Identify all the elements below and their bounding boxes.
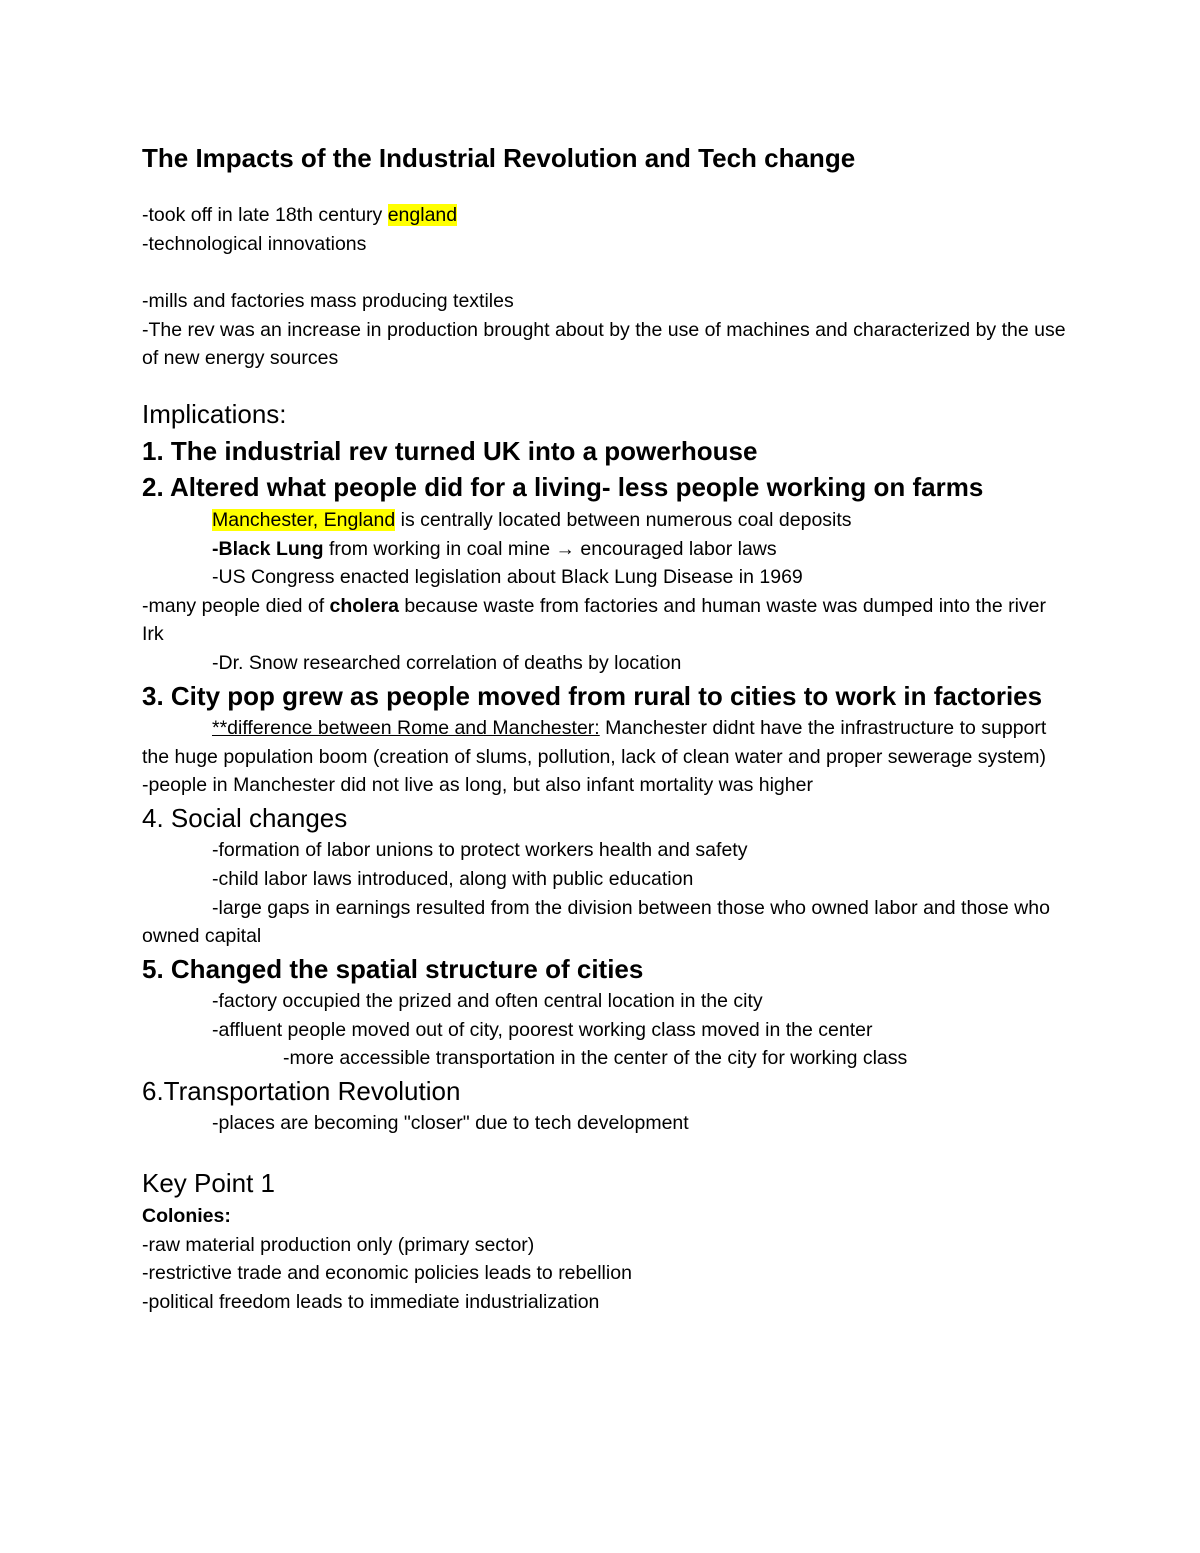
document-title: The Impacts of the Industrial Revolution and Tech change xyxy=(142,143,856,173)
black-lung-line xyxy=(142,535,1072,564)
cholera-prefix: -many people died of xyxy=(142,594,330,617)
highlight-manchester: Manchester, England xyxy=(212,508,396,531)
colonies-label: Colonies: xyxy=(142,1205,231,1228)
implication-1: 1. The industrial rev turned UK into a powerhouse xyxy=(142,435,758,466)
implication-4 xyxy=(142,800,1072,837)
rome-manchester-line xyxy=(142,714,1072,771)
cholera-line xyxy=(142,592,1072,649)
rome-manchester-rest: Manchester didnt have the infrastructure to support the huge population boom (creation of slums, pollution, lack of clean water and proper sewerage system) xyxy=(142,717,1047,768)
dr-snow-line: -Dr. Snow researched correlation of deaths by location xyxy=(212,651,682,674)
implication-5: 5. Changed the spatial structure of cities xyxy=(142,953,644,984)
cholera-term: cholera xyxy=(329,594,399,617)
cholera-rest: because waste from factories and human waste was dumped into the river Irk xyxy=(142,594,1047,646)
implication-6: 6.Transportation Revolution xyxy=(142,1075,461,1106)
intro-line-2: -technological innovations xyxy=(142,232,367,255)
key-point-heading: Key Point 1 xyxy=(142,1168,275,1199)
intro-line-1-text: -took off in late 18th century xyxy=(142,204,388,226)
implication-3: 3. City pop grew as people moved from rural to cities to work in factories xyxy=(142,680,1043,711)
raw-material-line: -raw material production only (primary sector) xyxy=(142,1233,535,1256)
child-labor-line: -child labor laws introduced, along with public education xyxy=(212,867,694,890)
implication-2: 2. Altered what people did for a living- less people working on farms xyxy=(142,472,984,503)
earnings-gap-line: -large gaps in earnings resulted from the division between those who owned labor and those who owned capital xyxy=(142,896,1050,948)
closer-line: -places are becoming "closer" due to tech development xyxy=(212,1112,689,1135)
political-freedom-line: -political freedom leads to immediate industrialization xyxy=(142,1290,600,1313)
intro-line-3: -mills and factories mass producing textiles xyxy=(142,290,514,313)
unions-line: -formation of labor unions to protect workers health and safety xyxy=(212,839,748,862)
restrictive-trade-line: -restrictive trade and economic policies leads to rebellion xyxy=(142,1262,632,1285)
affluent-line: -affluent people moved out of city, poorest working class moved in the center xyxy=(212,1018,873,1041)
rome-manchester-label: **difference between Rome and Manchester: xyxy=(212,717,600,740)
manchester-rest: is centrally located between numerous coal deposits xyxy=(395,508,852,531)
black-lung-term: -Black Lung xyxy=(212,537,324,560)
transport-access-line: -more accessible transportation in the center of the city for working class xyxy=(283,1047,908,1070)
manchester-line xyxy=(142,506,1072,535)
intro-line-4: -The rev was an increase in production brought about by the use of machines and characterized by the use of new energy sources xyxy=(142,318,1066,370)
document-page xyxy=(142,138,1072,1316)
black-lung-rest: from working in coal mine → encouraged labor laws xyxy=(323,537,777,560)
factory-line: -factory occupied the prized and often central location in the city xyxy=(212,990,763,1013)
intro-line-1 xyxy=(142,201,1072,230)
implication-4-text: 4. Social changes xyxy=(142,802,348,833)
lifespan-line: -people in Manchester did not live as long, but also infant mortality was higher xyxy=(142,774,813,797)
implications-heading: Implications: xyxy=(142,398,287,429)
congress-line: -US Congress enacted legislation about Black Lung Disease in 1969 xyxy=(212,566,803,589)
highlight-england: england xyxy=(387,204,458,226)
